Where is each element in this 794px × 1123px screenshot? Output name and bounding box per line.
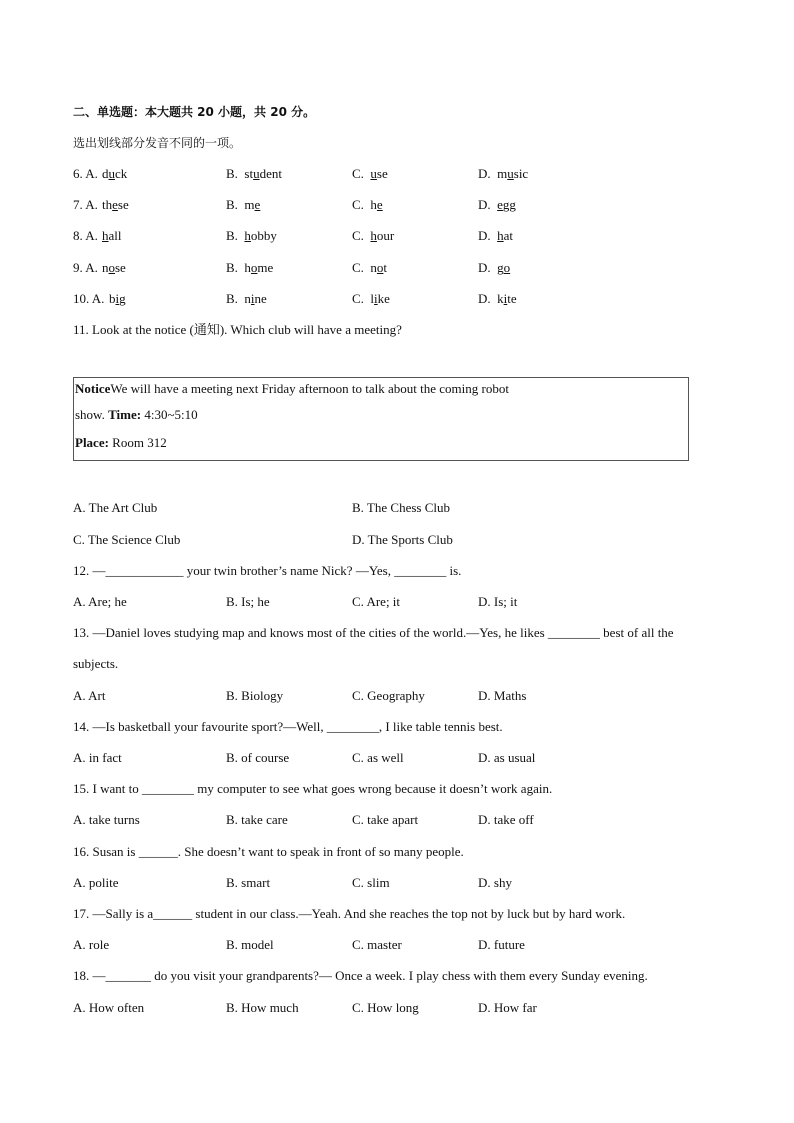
notice-line-1: [75, 381, 509, 397]
option-letter: C.: [352, 166, 364, 181]
option-letter: D.: [478, 197, 491, 212]
word-prefix: h: [370, 197, 377, 212]
phonetics-item-number: 9. A.: [73, 260, 98, 275]
word-prefix: n: [370, 260, 377, 275]
word-prefix: st: [244, 166, 254, 181]
question-stem-continued: subjects.: [73, 656, 119, 671]
phonetics-option-d: [478, 228, 513, 244]
q11-option-d: D. The Sports Club: [352, 532, 453, 547]
place-value: Room 312: [108, 435, 167, 450]
answer-option: B. take care: [226, 812, 288, 827]
phonetics-option-d: [478, 260, 510, 276]
answer-option: B. smart: [226, 875, 271, 890]
underlined-letters: o: [376, 260, 384, 275]
word-prefix: l: [370, 291, 375, 306]
answer-option: D. future: [478, 937, 525, 952]
answer-option: A. role: [73, 937, 110, 952]
option-letter: C.: [352, 197, 364, 212]
notice-text-1: We will have a meeting next Friday afternoon to talk about the coming robot: [110, 381, 509, 396]
word-suffix: ck: [115, 166, 128, 181]
word-prefix: g: [497, 260, 504, 275]
phonetics-option-a: [102, 166, 127, 182]
option-letter: D.: [478, 228, 491, 243]
option-letter: C.: [352, 291, 364, 306]
answer-option: C. as well: [352, 750, 404, 765]
word-prefix: n: [102, 260, 109, 275]
answer-option: D. Is; it: [478, 594, 518, 609]
time-value: 4:30~5:10: [141, 407, 198, 422]
phonetics-option-c: [352, 228, 394, 244]
answer-option: A. polite: [73, 875, 119, 890]
underlined-letters: u: [253, 166, 260, 181]
word-suffix: our: [376, 228, 395, 243]
option-letter: D.: [478, 291, 491, 306]
phonetics-item-number: 8. A.: [73, 228, 98, 243]
word-suffix: t: [383, 260, 388, 275]
phonetics-option-c: [352, 197, 383, 213]
word-prefix: m: [244, 197, 255, 212]
word-prefix: d: [102, 166, 109, 181]
question-stem: 16. Susan is ______. She doesn’t want to speak in front of so many people.: [73, 844, 464, 859]
answer-option: C. take apart: [352, 812, 419, 827]
underlined-letters: e: [497, 197, 503, 212]
option-letter: B.: [226, 291, 238, 306]
underlined-letters: u: [370, 166, 377, 181]
answer-option: C. Geography: [352, 688, 425, 703]
word-suffix: g: [119, 291, 126, 306]
notice-text-2: show.: [75, 407, 109, 422]
notice-box: [73, 377, 689, 461]
answer-option: D. Maths: [478, 688, 527, 703]
word-suffix: ne: [254, 291, 267, 306]
underlined-letters: i: [374, 291, 378, 306]
answer-option: B. How much: [226, 1000, 299, 1015]
underlined-letters: e: [112, 197, 118, 212]
place-label: Place:: [75, 435, 109, 450]
phonetics-option-a: [102, 228, 122, 244]
word-prefix: th: [102, 197, 113, 212]
answer-option: A. take turns: [73, 812, 140, 827]
option-letter: D.: [478, 166, 491, 181]
answer-option: C. slim: [352, 875, 390, 890]
phonetics-option-a: [109, 291, 126, 307]
notice-line-3: [75, 435, 167, 451]
phonetics-option-b: [226, 260, 273, 276]
phonetics-option-b: [226, 166, 282, 182]
section-heading: 二、单选题：本大题共 20 小题，共 20 分。: [73, 105, 316, 119]
word-prefix: k: [497, 291, 504, 306]
answer-option: B. Biology: [226, 688, 284, 703]
option-letter: B.: [226, 228, 238, 243]
word-suffix: ke: [377, 291, 390, 306]
time-label: Time:: [108, 407, 142, 422]
q11-option-a: A. The Art Club: [73, 500, 158, 515]
word-suffix: me: [257, 260, 274, 275]
answer-option: A. in fact: [73, 750, 122, 765]
question-stem: 15. I want to ________ my computer to see what goes wrong because it doesn’t work again.: [73, 781, 553, 796]
answer-option: D. shy: [478, 875, 512, 890]
phonetics-option-c: [352, 166, 388, 182]
question-stem: 13. —Daniel loves studying map and knows most of the cities of the world.—Yes, he likes ________ best of all the: [73, 625, 674, 640]
option-letter: B.: [226, 197, 238, 212]
phonetics-option-c: [352, 291, 390, 307]
underlined-letters: o: [250, 260, 258, 275]
section-instruction: 选出划线部分发音不同的一项。: [73, 136, 242, 150]
option-letter: C.: [352, 260, 364, 275]
underlined-letters: o: [108, 260, 115, 275]
word-suffix: se: [376, 166, 388, 181]
answer-option: C. master: [352, 937, 402, 952]
phonetics-item-number: 6. A.: [73, 166, 98, 181]
word-prefix: m: [497, 166, 508, 181]
word-suffix: dent: [259, 166, 282, 181]
option-letter: C.: [352, 228, 364, 243]
word-suffix: se: [115, 260, 126, 275]
phonetics-item-number: 7. A.: [73, 197, 98, 212]
underlined-letters: u: [507, 166, 514, 181]
phonetics-option-b: [226, 228, 277, 244]
notice-line-2: [75, 407, 198, 423]
question-stem: 14. —Is basketball your favourite sport?—Well, ________, I like table tennis best.: [73, 719, 503, 734]
question-stem: 18. —_______ do you visit your grandparents?— Once a week. I play chess with them every Sunday evening.: [73, 968, 648, 983]
q11-option-b: B. The Chess Club: [352, 500, 450, 515]
phonetics-item-number: 10. A.: [73, 291, 105, 306]
option-letter: D.: [478, 260, 491, 275]
word-suffix: sic: [513, 166, 529, 181]
phonetics-option-a: [102, 197, 129, 213]
phonetics-option-c: [352, 260, 387, 276]
q11-option-c: C. The Science Club: [73, 532, 181, 547]
answer-option: C. Are; it: [352, 594, 401, 609]
underlined-letters: e: [254, 197, 261, 212]
question-11-stem: 11. Look at the notice (通知). Which club will have a meeting?: [73, 322, 402, 337]
underlined-letters: h: [244, 228, 251, 243]
answer-option: D. take off: [478, 812, 534, 827]
underlined-letters: e: [376, 197, 383, 212]
answer-option: D. as usual: [478, 750, 536, 765]
option-letter: B.: [226, 260, 238, 275]
notice-label: Notice: [75, 381, 111, 396]
underlined-letters: o: [503, 260, 511, 275]
underlined-letters: u: [108, 166, 115, 181]
answer-option: A. Are; he: [73, 594, 127, 609]
word-suffix: gg: [502, 197, 516, 212]
phonetics-option-b: [226, 197, 260, 213]
word-suffix: at: [503, 228, 514, 243]
phonetics-option-b: [226, 291, 267, 307]
underlined-letters: i: [503, 291, 508, 306]
word-prefix: h: [244, 260, 251, 275]
answer-option: B. Is; he: [226, 594, 270, 609]
phonetics-option-d: [478, 291, 517, 307]
word-prefix: n: [244, 291, 251, 306]
answer-option: D. How far: [478, 1000, 537, 1015]
question-stem: 12. —____________ your twin brother’s name Nick? —Yes, ________ is.: [73, 563, 462, 578]
underlined-letters: i: [250, 291, 255, 306]
option-letter: B.: [226, 166, 238, 181]
question-stem: 17. —Sally is a______ student in our class.—Yeah. And she reaches the top not by luck but by hard work.: [73, 906, 626, 921]
phonetics-option-d: [478, 197, 516, 213]
word-suffix: te: [507, 291, 517, 306]
answer-option: A. Art: [73, 688, 106, 703]
word-suffix: all: [108, 228, 122, 243]
underlined-letters: h: [102, 228, 109, 243]
phonetics-option-d: [478, 166, 528, 182]
answer-option: A. How often: [73, 1000, 145, 1015]
underlined-letters: h: [497, 228, 504, 243]
answer-option: B. model: [226, 937, 274, 952]
word-suffix: obby: [250, 228, 277, 243]
answer-option: C. How long: [352, 1000, 419, 1015]
underlined-letters: h: [370, 228, 377, 243]
phonetics-option-a: [102, 260, 126, 276]
word-suffix: se: [117, 197, 129, 212]
answer-option: B. of course: [226, 750, 290, 765]
underlined-letters: i: [115, 291, 120, 306]
word-prefix: b: [109, 291, 116, 306]
